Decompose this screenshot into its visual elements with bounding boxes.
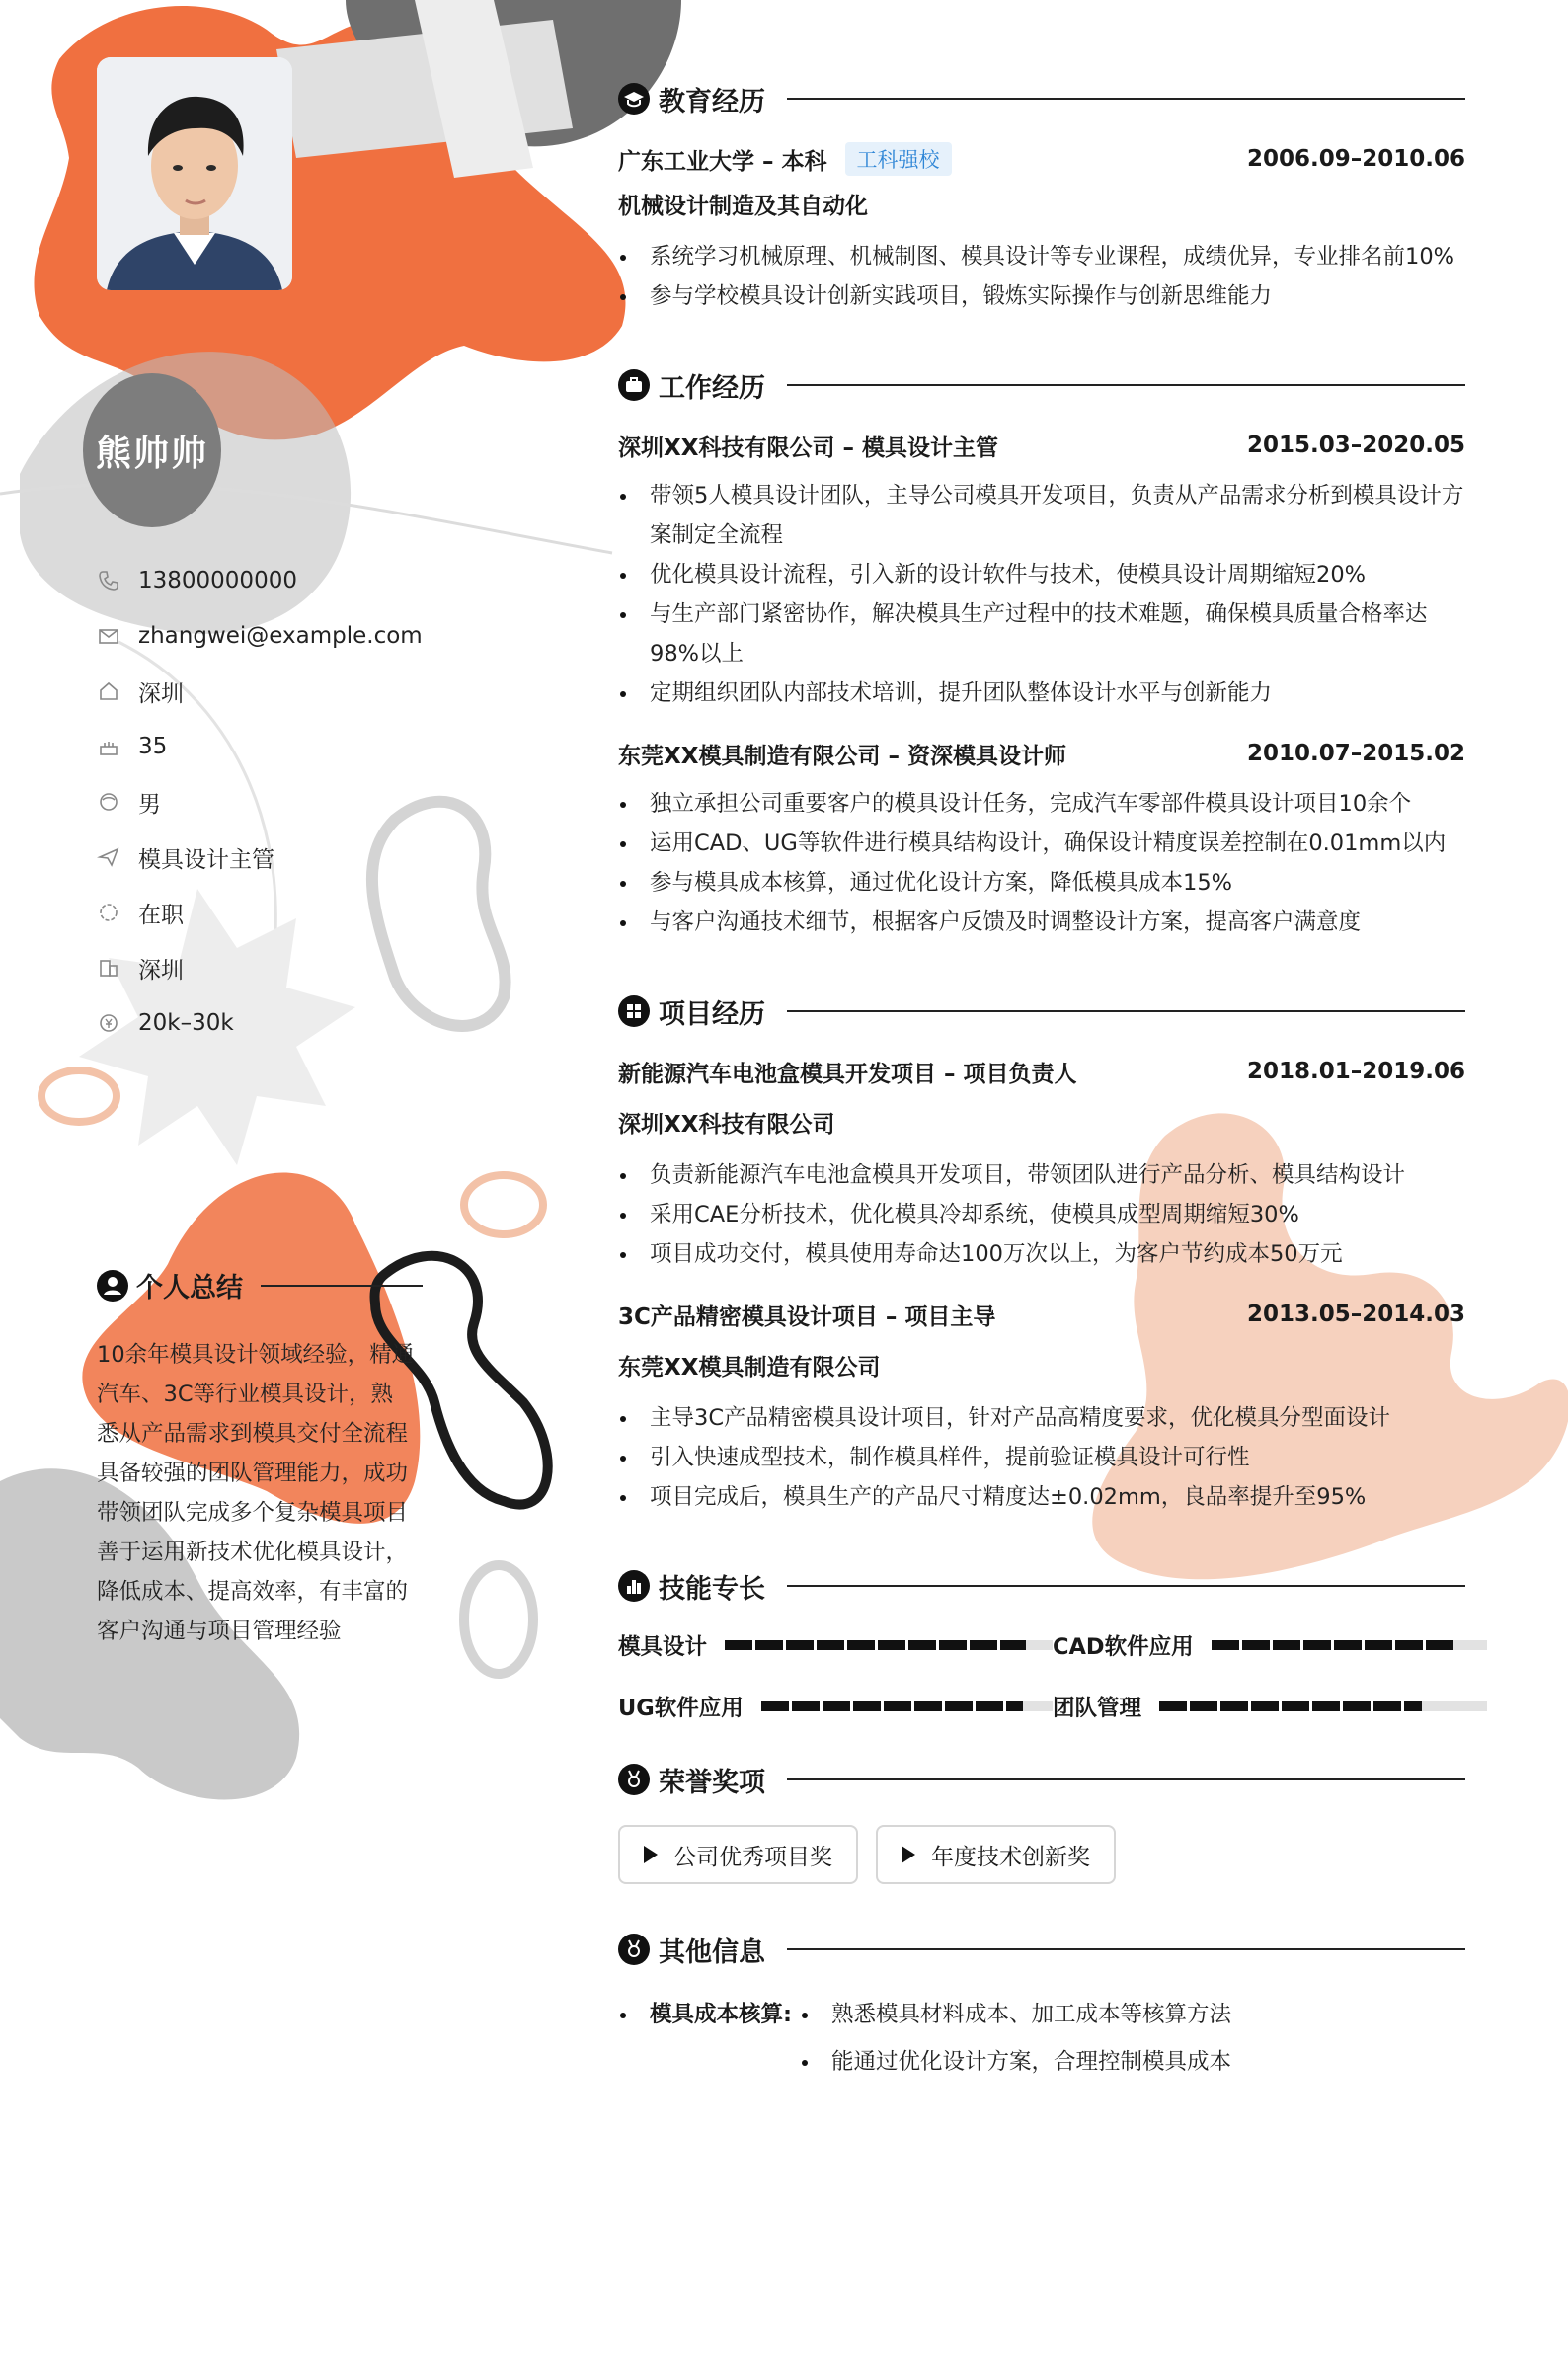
contact-salary — [97, 995, 423, 1051]
job-bullets — [618, 784, 1465, 942]
contact-location — [97, 940, 423, 995]
skill-item — [1053, 1629, 1487, 1661]
contact-gender — [97, 774, 423, 830]
job-row — [618, 737, 1465, 770]
phone-text: 13800000000 — [138, 568, 297, 593]
award-chip — [618, 1825, 858, 1884]
education-date: 2006.09–2010.06 — [1246, 146, 1465, 172]
education-row — [618, 142, 1465, 176]
summary-title: 个人总结 — [136, 1273, 243, 1304]
salary-icon — [97, 1011, 120, 1035]
other-values — [800, 1991, 1231, 2086]
home-text: 深圳 — [138, 680, 184, 707]
skill-fill — [1159, 1701, 1422, 1711]
skill-bar — [1212, 1640, 1487, 1650]
skill-item — [1053, 1691, 1487, 1722]
contact-home — [97, 664, 423, 719]
skill-fill — [761, 1701, 1024, 1711]
medal-icon — [618, 1764, 650, 1795]
contact-email — [97, 608, 423, 664]
list-item: 主导3C产品精密模具设计项目，针对产品高精度要求，优化模具分型面设计 — [618, 1398, 1465, 1438]
job-title: 深圳XX科技有限公司 – 模具设计主管 — [618, 434, 998, 461]
gender-text: 男 — [138, 791, 161, 818]
other-title: 其他信息 — [659, 1936, 765, 1968]
skill-item — [618, 1629, 1053, 1661]
skill-name: 团队管理 — [1053, 1696, 1142, 1721]
list-item: 系统学习机械原理、机械制图、模具设计等专业课程，成绩优异，专业排名前10% — [618, 237, 1465, 276]
building-icon — [97, 956, 120, 980]
skill-name: UG软件应用 — [618, 1696, 744, 1721]
list-item: 独立承担公司重要客户的模具设计任务，完成汽车零部件模具设计项目10余个 — [618, 784, 1465, 824]
skills-divider — [787, 1585, 1465, 1587]
other-info — [618, 1991, 1465, 2086]
avatar-illustration — [97, 57, 292, 290]
project-row — [618, 1298, 1465, 1331]
project-company: 东莞XX模具制造有限公司 — [618, 1355, 881, 1381]
salary-text: 20k–30k — [138, 1010, 234, 1036]
list-item: 与客户沟通技术细节，根据客户反馈及时调整设计方案，提高客户满意度 — [618, 903, 1465, 942]
work-title: 工作经历 — [659, 372, 765, 404]
skill-fill — [1212, 1640, 1454, 1650]
skill-name: 模具设计 — [618, 1634, 708, 1660]
position-text: 模具设计主管 — [138, 846, 274, 873]
briefcase-icon — [618, 369, 650, 401]
education-bullets — [618, 237, 1465, 316]
bar-chart-icon — [618, 1570, 650, 1602]
awards-list — [618, 1825, 1465, 1884]
awards-divider — [787, 1778, 1465, 1780]
skills-header — [618, 1564, 1465, 1608]
contact-status — [97, 885, 423, 940]
list-item: 采用CAE分析技术，优化模具冷却系统，使模具成型周期缩短30% — [618, 1195, 1465, 1234]
medal-icon — [618, 1934, 650, 1965]
school-tag: 工科强校 — [845, 142, 952, 176]
job-date: 2010.07–2015.02 — [1246, 741, 1465, 766]
home-icon — [97, 679, 120, 703]
main-column — [618, 77, 1465, 2086]
age-text: 35 — [138, 734, 168, 759]
job-date: 2015.03–2020.05 — [1246, 433, 1465, 458]
contact-list — [97, 553, 423, 1051]
list-item: 定期组织团队内部技术培训，提升团队整体设计水平与创新能力 — [618, 673, 1465, 713]
awards-header — [618, 1758, 1465, 1801]
job-title: 东莞XX模具制造有限公司 – 资深模具设计师 — [618, 743, 1066, 769]
skill-bar — [1159, 1701, 1487, 1711]
education-major: 机械设计制造及其自动化 — [618, 194, 868, 219]
list-item: 参与学校模具设计创新实践项目，锻炼实际操作与创新思维能力 — [618, 276, 1465, 316]
project-row — [618, 1055, 1465, 1088]
contact-phone — [97, 553, 423, 608]
list-item: 熟悉模具材料成本、加工成本等核算方法 — [800, 1991, 1231, 2038]
play-icon — [902, 1846, 915, 1863]
list-item: 项目成功交付，模具使用寿命达100万次以上，为客户节约成本50万元 — [618, 1234, 1465, 1274]
list-item: 带领5人模具设计团队，主导公司模具开发项目，负责从产品需求分析到模具设计方案制定全流程 — [618, 476, 1465, 555]
list-item: 与生产部门紧密协作，解决模具生产过程中的技术难题，确保模具质量合格率达98%以上 — [618, 594, 1465, 673]
summary-header — [97, 1266, 423, 1304]
cake-icon — [97, 735, 120, 758]
skills-title: 技能专长 — [659, 1573, 765, 1605]
awards-title: 荣誉奖项 — [659, 1767, 765, 1798]
profile-photo — [97, 57, 292, 290]
location-text: 深圳 — [138, 957, 184, 984]
education-divider — [787, 98, 1465, 100]
education-title: 教育经历 — [659, 86, 765, 118]
summary-text: 10余年模具设计领域经验，精通汽车、3C等行业模具设计，熟悉从产品需求到模具交付全流程 具备较强的团队管理能力，成功带领团队完成多个复杂模具项目 善于运用新技术优化模具设计，降低成本、提高效率，有丰富的客户沟通与项目管理经验 — [97, 1342, 415, 1644]
list-item: 项目完成后，模具生产的产品尺寸精度达±0.02mm，良品率提升至95% — [618, 1477, 1465, 1517]
project-bullets — [618, 1398, 1465, 1517]
project-title: 3C产品精密模具设计项目 – 项目主导 — [618, 1304, 996, 1330]
phone-icon — [97, 569, 120, 592]
project-date: 2013.05–2014.03 — [1246, 1302, 1465, 1327]
project-title: 新能源汽车电池盒模具开发项目 – 项目负责人 — [618, 1061, 1077, 1087]
skill-item — [618, 1691, 1053, 1722]
award-chip — [876, 1825, 1116, 1884]
project-date: 2018.01–2019.06 — [1246, 1059, 1465, 1084]
summary-divider — [261, 1285, 423, 1287]
skill-bar — [725, 1640, 1053, 1650]
status-text: 在职 — [138, 902, 184, 928]
list-item: 负责新能源汽车电池盒模具开发项目，带领团队进行产品分析、模具结构设计 — [618, 1155, 1465, 1195]
award-label: 公司优秀项目奖 — [673, 1844, 832, 1870]
other-key: 模具成本核算: — [618, 1991, 792, 2086]
project-company: 深圳XX科技有限公司 — [618, 1112, 835, 1138]
play-icon — [644, 1846, 658, 1863]
gender-icon — [97, 790, 120, 814]
projects-title: 项目经历 — [659, 998, 765, 1030]
email-text: zhangwei@example.com — [138, 623, 423, 649]
graduation-cap-icon — [618, 83, 650, 115]
contact-age — [97, 719, 423, 774]
list-item: 优化模具设计流程，引入新的设计软件与技术，使模具设计周期缩短20% — [618, 555, 1465, 594]
job-row — [618, 429, 1465, 462]
list-item: 引入快速成型技术，制作模具样件，提前验证模具设计可行性 — [618, 1438, 1465, 1477]
list-item: 运用CAD、UG等软件进行模具结构设计，确保设计精度误差控制在0.01mm以内 — [618, 824, 1465, 863]
award-label: 年度技术创新奖 — [931, 1844, 1090, 1870]
work-divider — [787, 384, 1465, 386]
job-bullets — [618, 476, 1465, 713]
contact-position — [97, 830, 423, 885]
work-header — [618, 363, 1465, 407]
skill-name: CAD软件应用 — [1053, 1634, 1194, 1660]
status-icon — [97, 901, 120, 924]
skill-fill — [725, 1640, 1026, 1650]
list-item: 能通过优化设计方案，合理控制模具成本 — [800, 2038, 1231, 2086]
skill-bar — [761, 1701, 1053, 1711]
grid-icon — [618, 995, 650, 1027]
mail-icon — [97, 624, 120, 648]
projects-header — [618, 989, 1465, 1033]
education-header — [618, 77, 1465, 120]
project-bullets — [618, 1155, 1465, 1274]
other-header — [618, 1928, 1465, 1971]
skills-grid — [618, 1629, 1465, 1722]
list-item: 参与模具成本核算，通过优化设计方案，降低模具成本15% — [618, 863, 1465, 903]
school-line: 广东工业大学 – 本科 — [618, 148, 827, 175]
name-badge — [83, 373, 221, 527]
send-icon — [97, 845, 120, 869]
user-icon — [97, 1270, 128, 1302]
candidate-name: 熊帅帅 — [95, 433, 208, 474]
other-divider — [787, 1948, 1465, 1950]
projects-divider — [787, 1010, 1465, 1012]
